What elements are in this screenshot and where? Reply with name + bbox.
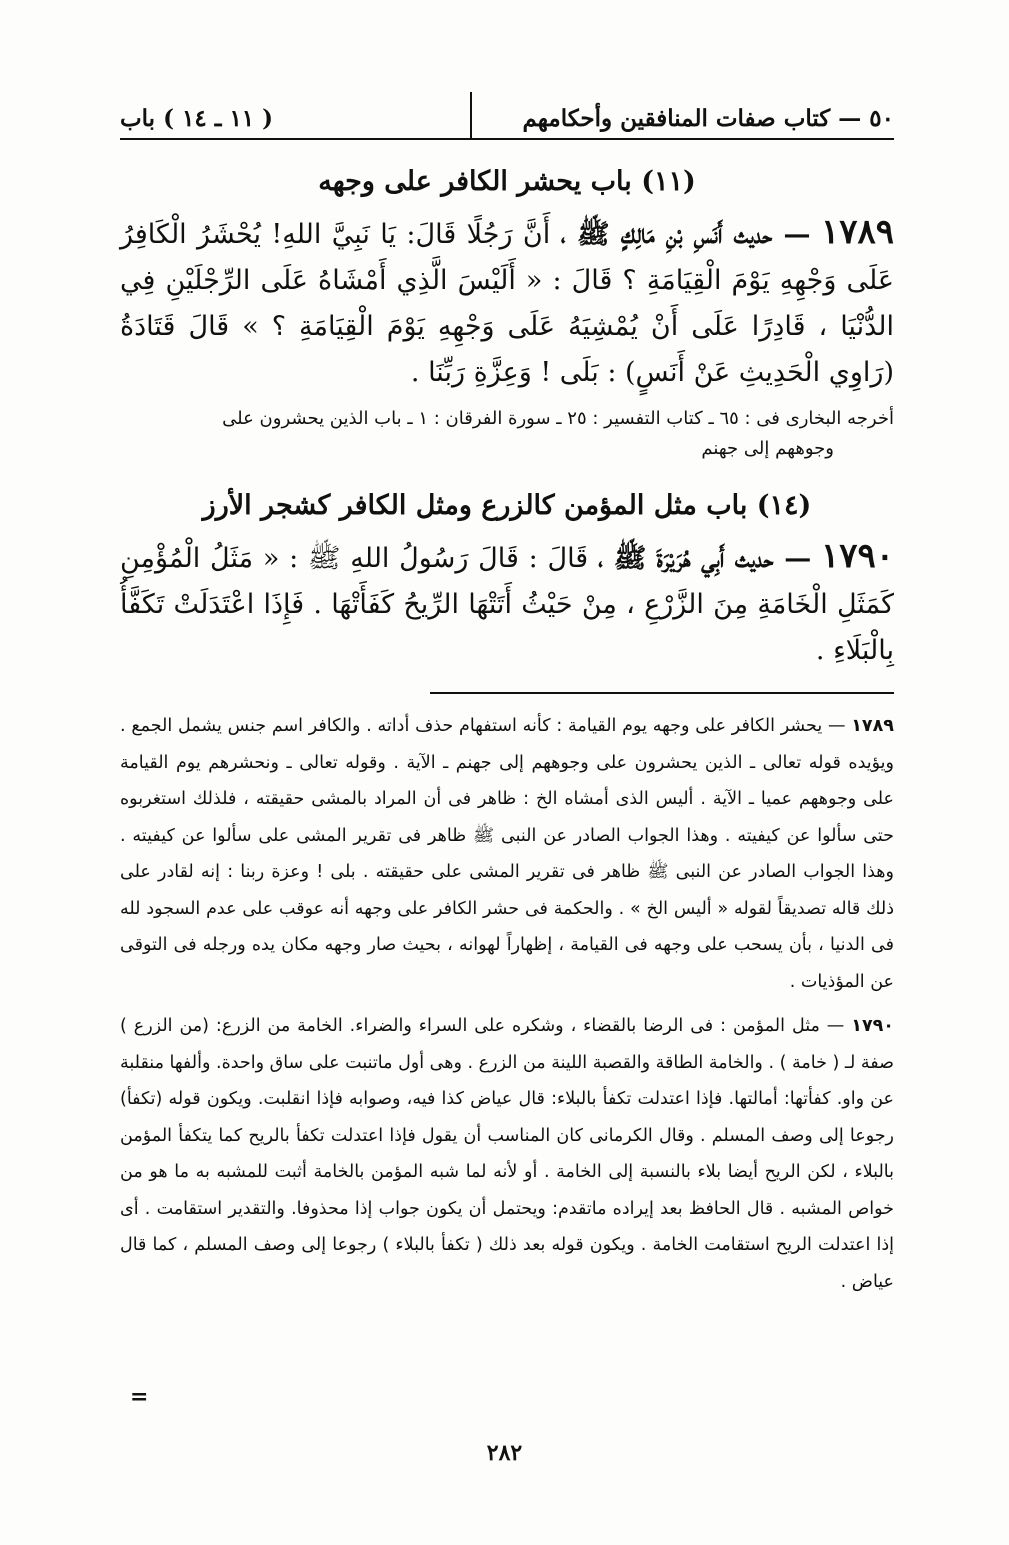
footnote-number: ١٧٨٩ [851,716,894,736]
header-chapter-range: ( ١١ ـ ١٤ ) باب [120,105,274,132]
hadith-1789 [120,209,894,396]
header-rule [120,138,894,140]
chapter-title-14: (١٤) باب مثل المؤمن كالزرع ومثل الكافر كشجر الأرز [202,490,812,521]
footnote-text: — مثل المؤمن : فى الرضا بالقضاء ، وشكره على السراء والضراء. الخامة من الزرع: (من الزرع ) صفة لـ ( خامة ) . والخامة الطاقة والقصبة اللينة من الزرع . وهى أول ماتنبت على ساق واحدة. وألفها منقلبة عن واو. كفأتها: أمالتها. فإذا اعتدلت تكفأ بالبلاء: قال عياض كذا فيه، وصوابه فإذا انقلبت. ويكون قوله (تكفأ) رجوعا إلى وصف المسلم . وقال الكرمانى كان المناسب أن يقول فإذا اعتدلت تكفأ بالريح كما يتكفأ المؤمن بالبلاء ، لكن الريح أيضا بلاء بالنسبة إلى الخامة . أو لأنه لما شبه المؤمن بالخامة أثبت للمشبه به ما هو من خواص المشبه . قال الحافظ بعد إيراده ماتقدم: ويحتمل أن يكون جواب إذا محذوفا. والتقدير استقامت . أى إذا اعتدلت الريح استقامت الخامة . ويكون قوله بعد ذلك ( تكفأ بالبلاء ) رجوعا إلى وصف المسلم ، كما قال عياض . [120,1016,894,1292]
hadith-intro: — حديث أَنَسِ بْنِ مَالِكٍ ﷺ ، [560,219,811,250]
running-header [120,92,894,132]
header-divider [470,92,472,140]
hadith-text: أَنَّ رَجُلًا قَالَ: يَا نَبِيَّ اللهِ! يُحْشَرُ الْكَافِرُ عَلَى وَجْهِهِ يَوْمَ الْقِيَامَةِ ؟ قَالَ : « أَلَيْسَ الَّذِي أَمْشَاهُ عَلَى الرِّجْلَيْنِ فِي الدُّنْيَا ، قَادِرًا عَلَى أَنْ يُمْشِيَهُ عَلَى وَجْهِهِ يَوْمَ الْقِيَامَةِ ؟ » قَالَ قَتَادَةُ (رَاوِي الْحَدِيثِ عَنْ أَنَسٍ) : بَلَى ! وَعِزَّةِ رَبِّنَا . [120,219,894,388]
page-number: ٢٨٢ [486,1440,523,1466]
footnote-divider [430,692,894,694]
hadith-number: ١٧٨٩ [820,212,894,252]
chapter-title-11: (١١) باب يحشر الكافر على وجهه [318,166,696,197]
source-text-tail: وجوههم إلى جهنم [701,438,834,459]
hadith-number: ١٧٩٠ [820,536,894,576]
footnote-text: — يحشر الكافر على وجهه يوم القيامة : كأنه استفهام حذف أداته . والكافر اسم جنس يشمل الجمع . ويؤيده قوله تعالى ـ الذين يحشرون على وجوههم إلى جهنم ـ الآية . وقوله تعالى ـ ونحشرهم يوم القيامة على وجوههم عميا ـ الآية . أليس الذى أمشاه الخ : ظاهر فى أن المراد بالمشى حقيقته ، فلذلك استغربوه حتى سألوا عن كيفيته . وهذا الجواب الصادر عن النبى ﷺ ظاهر فى تقرير المشى على سألوا عن كيفيته . وهذا الجواب الصادر عن النبى ﷺ ظاهر فى تقرير المشى على حقيقته . بلى ! وعزة ربنا : إنه لقادر على ذلك قاله تصديقاً لقوله « أليس الخ » . والحكمة فى حشر الكافر على وجهه أنه عوقب على عدم السجود لله فى الدنيا ، بأن يسحب على وجهه فى القيامة ، إظهاراً لهوانه ، بحيث صار وجهه مكان يده ورجله فى التوقى عن المؤذيات . [120,716,894,992]
hadith-text: قَالَ : قَالَ رَسُولُ اللهِ ﷺ : « مَثَلُ الْمُؤْمِنِ كَمَثَلِ الْخَامَةِ مِنَ الزَّرْعِ ، مِنْ حَيْثُ أَتَتْهَا الرِّيحُ كَفَأَتْهَا . فَإِذَا اعْتَدَلَتْ تَكَفَّأُ بِالْبَلَاءِ . [120,543,894,666]
footnote-1789 [120,708,894,1000]
source-text: أخرجه البخارى فى : ٦٥ ـ كتاب التفسير : ٢٥ ـ سورة الفرقان : ١ ـ باب الذين يحشرون على [222,408,894,429]
hadith-source [120,404,894,464]
hadith-1790 [120,533,894,674]
continuation-mark: = [130,1384,149,1410]
hadith-intro: — حديث أَبِي هُرَيْرَةَ ﷺ ، [597,543,812,574]
header-book-title: ٥٠ — كتاب صفات المنافقين وأحكامهم [522,105,894,132]
footnote-number: ١٧٩٠ [851,1016,894,1036]
footnote-1790 [120,1008,894,1300]
